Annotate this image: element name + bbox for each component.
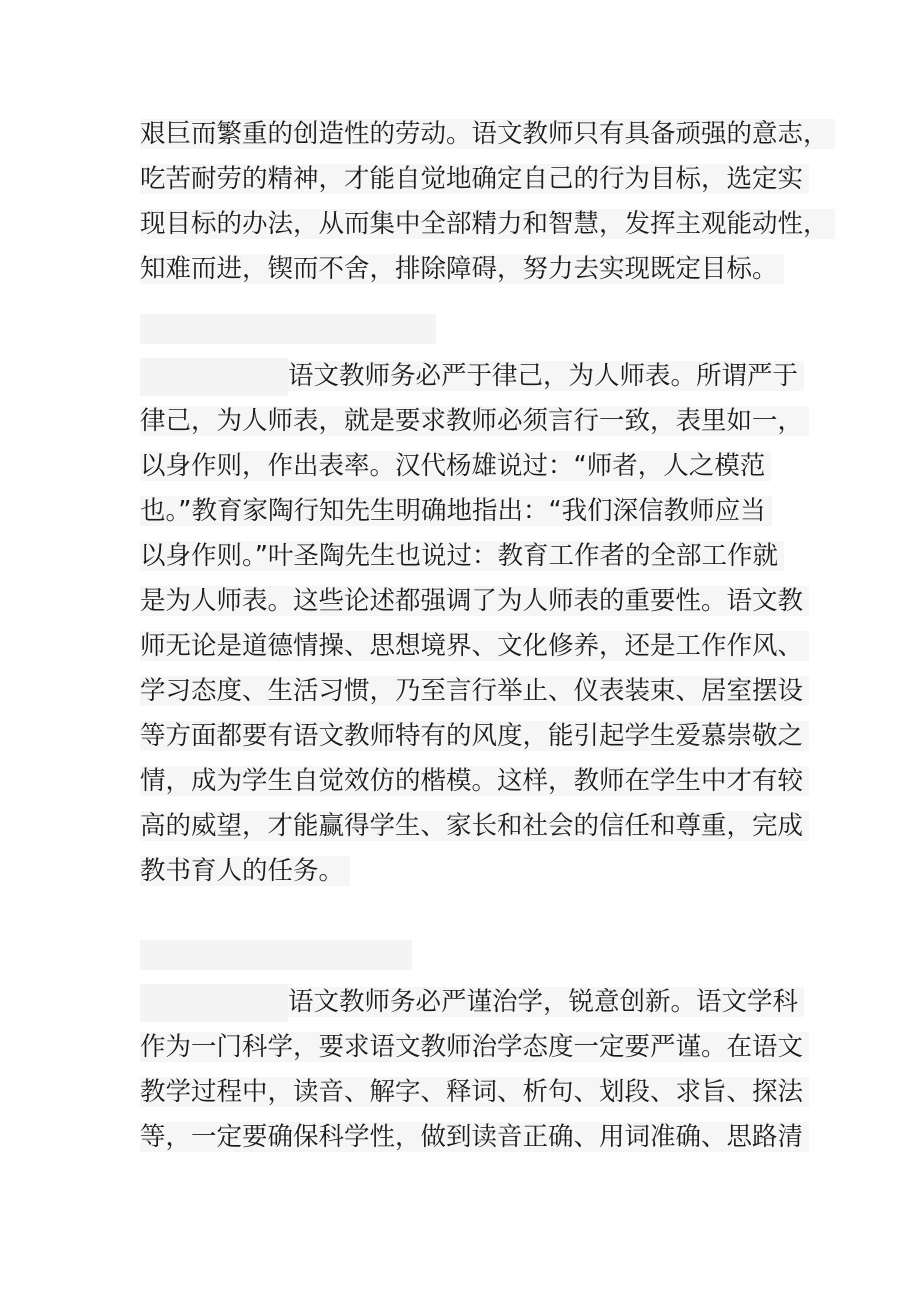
text-line: 教学过程中，读音、解字、释词、析句、划段、求旨、探法 [140,1070,790,1115]
text-line: 等，一定要确保科学性，做到读音正确、用词准确、思路清 [140,1115,790,1160]
text-line: 教书育人的任务。 [140,849,790,894]
text-line: 艰巨而繁重的创造性的劳动。语文教师只有具备顽强的意志， [140,112,790,157]
text-line: 以身作则，作出表率。汉代杨雄说过：“师者，人之模范 [140,444,790,489]
text-line: 现目标的办法，从而集中全部精力和智慧，发挥主观能动性， [140,202,790,247]
paragraph-role-model [140,354,804,894]
indent-space [140,984,288,1022]
text-line: 作为一门科学，要求语文教师治学态度一定要严谨。在语文 [140,1025,790,1070]
text-line: 师无论是道德情操、思想境界、文化修养，还是工作作风、 [140,624,790,669]
text-line: 高的威望，才能赢得学生、家长和社会的信任和尊重，完成 [140,804,790,849]
text-line: 情，成为学生自觉效仿的楷模。这样，教师在学生中才有较 [140,759,790,804]
text-line: 知难而进，锲而不舍，排除障碍，努力去实现既定目标。 [140,247,790,292]
text-line: 以身作则。”叶圣陶先生也说过：教育工作者的全部工作就 [140,534,790,579]
text-line: 语文教师务必严谨治学，锐意创新。语文学科 [140,980,790,1025]
text-line: 语文教师务必严于律己，为人师表。所谓严于 [140,354,790,399]
text-line: 是为人师表。这些论述都强调了为人师表的重要性。语文教 [140,579,790,624]
blank-separator [140,940,412,970]
blank-separator [140,314,436,344]
text-line: 也。”教育家陶行知先生明确地指出：“我们深信教师应当 [140,489,790,534]
text-line: 律己，为人师表，就是要求教师必须言行一致，表里如一， [140,399,790,444]
indent-space [140,358,288,396]
text-line: 等方面都要有语文教师特有的风度，能引起学生爱慕崇敬之 [140,714,790,759]
text-line: 吃苦耐劳的精神，才能自觉地确定自己的行为目标，选定实 [140,157,790,202]
paragraph-rigorous-scholarship [140,980,804,1160]
paragraph-perseverance [140,112,829,292]
text-line: 学习态度、生活习惯，乃至言行举止、仪表装束、居室摆设 [140,669,790,714]
